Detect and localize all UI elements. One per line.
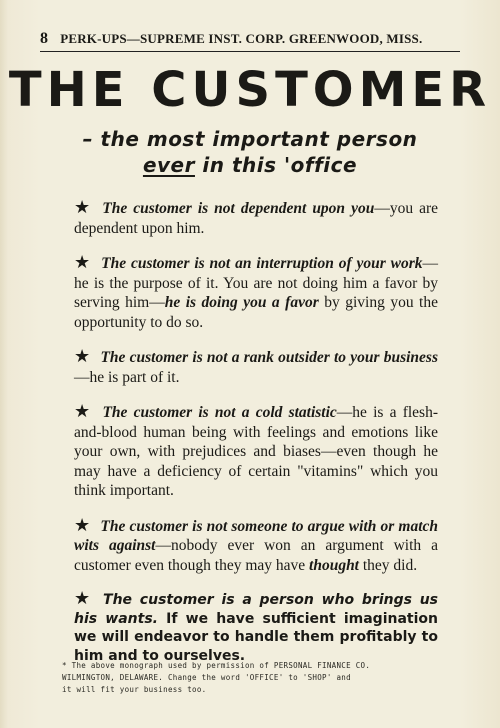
subtitle bbox=[0, 126, 500, 178]
star-icon: ★ bbox=[74, 197, 93, 217]
footnote-line-2: WILMINGTON, DELAWARE. Change the word 'OFFICE' to 'SHOP' and bbox=[62, 673, 351, 682]
footnote-line-3: it will fit your business too. bbox=[62, 685, 207, 694]
item-list bbox=[74, 198, 438, 680]
item-text: by giving you the opportunity to do so. bbox=[74, 294, 438, 331]
item-text: —nobody ever won an argument with a customer even though they may have bbox=[74, 537, 439, 574]
subtitle-line-2-rest: in this 'office bbox=[194, 153, 358, 177]
item-lead: The customer is not dependent upon you bbox=[102, 200, 375, 217]
list-item bbox=[74, 198, 438, 238]
header-text: PERK-UPS—SUPREME INST. CORP. GREENWOOD, MISS. bbox=[60, 31, 423, 46]
subtitle-line-1: – the most important person bbox=[82, 127, 418, 151]
page-number: 8 bbox=[40, 30, 49, 47]
item-lead: The customer is not a cold statistic bbox=[102, 404, 337, 421]
subtitle-line-2 bbox=[0, 152, 500, 178]
list-item bbox=[74, 253, 438, 332]
item-emphasis: thought bbox=[309, 556, 359, 574]
star-icon: ★ bbox=[74, 514, 91, 535]
star-icon: ★ bbox=[74, 346, 91, 366]
footnote bbox=[62, 660, 452, 696]
list-item bbox=[74, 347, 438, 387]
item-text: If we have sufficient imagination we will endeavor to handle them profitably to him and to ourselves. bbox=[74, 610, 438, 664]
item-emphasis: he is doing you a favor bbox=[164, 294, 319, 311]
item-lead: The customer is not an interruption of your work bbox=[101, 255, 423, 272]
item-text: they did. bbox=[359, 556, 418, 574]
item-text: —he is a flesh-and-blood human being with feelings and emotions like your own, with prejudices and biases—even though he may have a deficiency of certain "vitamins" which you think important. bbox=[74, 404, 439, 499]
page-title: THE CUSTOMER bbox=[8, 62, 492, 118]
running-header bbox=[40, 30, 460, 52]
list-item bbox=[74, 516, 438, 576]
footnote-line-1: * The above monograph used by permission of PERSONAL FINANCE CO. bbox=[62, 661, 371, 670]
list-item bbox=[74, 590, 438, 665]
list-item bbox=[74, 402, 438, 501]
subtitle-ever: ever bbox=[142, 153, 195, 177]
item-lead: The customer is not a rank outsider to your business bbox=[100, 349, 438, 366]
item-lead: The customer is a person who brings us his wants. bbox=[74, 592, 439, 627]
item-lead: The customer is not someone to argue with or match wits against bbox=[74, 517, 439, 554]
item-text: —you are dependent upon him. bbox=[74, 200, 439, 237]
star-icon: ★ bbox=[74, 252, 92, 272]
item-text: —he is part of it. bbox=[74, 368, 180, 386]
star-icon: ★ bbox=[74, 588, 94, 609]
item-text: —he is the purpose of it. You are not doing him a favor by serving him— bbox=[74, 255, 438, 311]
star-icon: ★ bbox=[74, 401, 93, 421]
